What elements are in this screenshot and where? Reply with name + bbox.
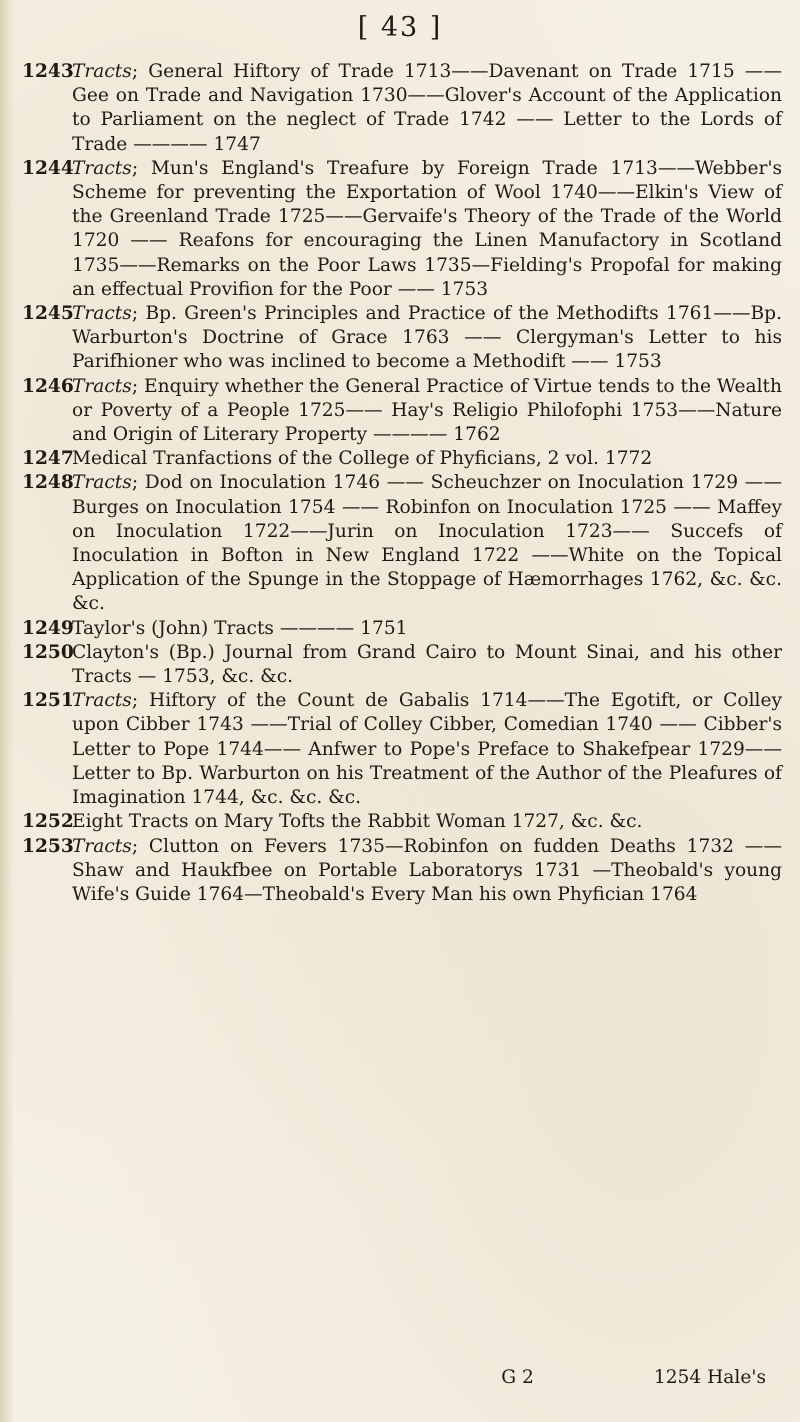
entry-number: 1251 xyxy=(22,690,74,712)
page-footer xyxy=(501,1367,766,1388)
catalogue-entry xyxy=(22,617,782,641)
catalogue-entry xyxy=(22,375,782,448)
entry-body xyxy=(72,302,782,375)
page-left-edge xyxy=(0,0,14,1422)
page-number: [ 43 ] xyxy=(357,12,443,43)
entry-number: 1247 xyxy=(22,448,74,470)
entry-title: Tracts xyxy=(72,61,132,82)
entry-number: 1248 xyxy=(22,472,74,494)
catalogue-entry xyxy=(22,641,782,689)
entry-text: ; Enquiry whether the General Practice of Virtue tends to the Wealth or Poverty of a People 1725—— Hay's Religio Philofophi 1753——Nature and Origin of Literary Property ———— 1762 xyxy=(72,375,782,446)
catalogue-entry xyxy=(22,471,782,616)
catalogue-entry xyxy=(22,157,782,302)
entry-text: ; Bp. Green's Principles and Practice of the Methodifts 1761——Bp. Warburton's Doctrine of Grace 1763 —— Clergyman's Letter to his Parifhioner who was inclined to become a Methodift —— 1753 xyxy=(72,303,782,373)
entry-body xyxy=(72,447,782,471)
catalogue-entry xyxy=(22,302,782,375)
entry-number: 1245 xyxy=(22,303,74,325)
catalogue-entry xyxy=(22,60,782,157)
entry-title: Tracts xyxy=(72,303,132,325)
entry-body xyxy=(72,375,782,448)
entry-number: 1246 xyxy=(22,375,74,397)
catalogue-entry xyxy=(22,689,782,810)
entry-body xyxy=(72,810,782,834)
entry-text: ; Clutton on Fevers 1735—Robinfon on fudden Deaths 1732 —— Shaw and Haukfbee on Portable Laboratorys 1731 —Theobald's young Wife's Guide 1764—Theobald's Every Man his own Phyfician 1764 xyxy=(72,835,782,905)
entry-body xyxy=(72,471,782,616)
entry-text: Clayton's (Bp.) Journal from Grand Cairo to Mount Sinai, and his other Tracts — 1753, &c. &c. xyxy=(72,641,782,688)
entry-title: Tracts xyxy=(72,157,132,179)
catalogue-entry xyxy=(22,447,782,471)
entry-title: Tracts xyxy=(72,472,132,494)
entry-number: 1243 xyxy=(22,61,74,82)
entry-text: ; General Hiftory of Trade 1713——Davenant on Trade 1715 —— Gee on Trade and Navigation 1730——Glover's Account of the Application to Parliament on the neglect of Trade 1742 —— Letter to the Lords of Trade ———— 1747 xyxy=(72,61,782,155)
entry-text: Eight Tracts on Mary Tofts the Rabbit Woman 1727, &c. &c. xyxy=(72,811,643,833)
entry-text: Taylor's (John) Tracts ———— 1751 xyxy=(72,617,408,639)
entry-body xyxy=(72,689,782,810)
entry-number: 1249 xyxy=(22,617,74,639)
entry-body xyxy=(72,835,782,908)
entry-text: ; Mun's England's Treafure by Foreign Trade 1713——Webber's Scheme for preventing the Exportation of Wool 1740——Elkin's View of the Greenland Trade 1725——Gervaife's Theory of the Trade of the World 1720 —— Reafons for encouraging the Linen Manufactory in Scotland 1735——Remarks on the Poor Laws 1735—Fielding's Propofal for making an effectual Provifion for the Poor —— 1753 xyxy=(72,157,782,300)
entry-text: ; Hiftory of the Count de Gabalis 1714——The Egotift, or Colley upon Cibber 1743 ——Trial of Colley Cibber, Comedian 1740 —— Cibber's Letter to Pope 1744—— Anfwer to Pope's Preface to Shakefpear 1729——Letter to Bp. Warburton on his Treatment of the Author of the Pleafures of Imagination 1744, &c. &c. &c. xyxy=(72,690,782,809)
entry-title: Tracts xyxy=(72,835,132,857)
entry-number: 1250 xyxy=(22,641,74,663)
catalogue-entries xyxy=(22,60,782,907)
entry-title: Tracts xyxy=(72,375,132,397)
entry-number: 1253 xyxy=(22,835,74,857)
entry-body xyxy=(72,617,782,641)
catalogue-entry xyxy=(22,835,782,908)
entry-body xyxy=(72,641,782,689)
catchword: 1254 Hale's xyxy=(653,1367,766,1388)
entry-text: Medical Tranfactions of the College of Phyficians, 2 vol. 1772 xyxy=(72,448,653,470)
entry-number: 1252 xyxy=(22,811,74,833)
entry-number: 1244 xyxy=(22,157,74,179)
entry-body xyxy=(72,157,782,302)
entry-text: ; Dod on Inoculation 1746 —— Scheuchzer on Inoculation 1729 —— Burges on Inoculation 1754 —— Robinfon on Inoculation 1725 —— Maffey on Inoculation 1722——Jurin on Inoculation 1723—— Succefs of Inoculation in Bofton in New England 1722 ——White on the Topical Application of the Spunge in the Stoppage of Hæmorrhages 1762, &c. &c. &c. xyxy=(72,472,782,615)
catalogue-entry xyxy=(22,810,782,834)
entry-title: Tracts xyxy=(72,690,132,712)
entry-body xyxy=(72,60,782,157)
signature-mark: G 2 xyxy=(501,1367,534,1388)
